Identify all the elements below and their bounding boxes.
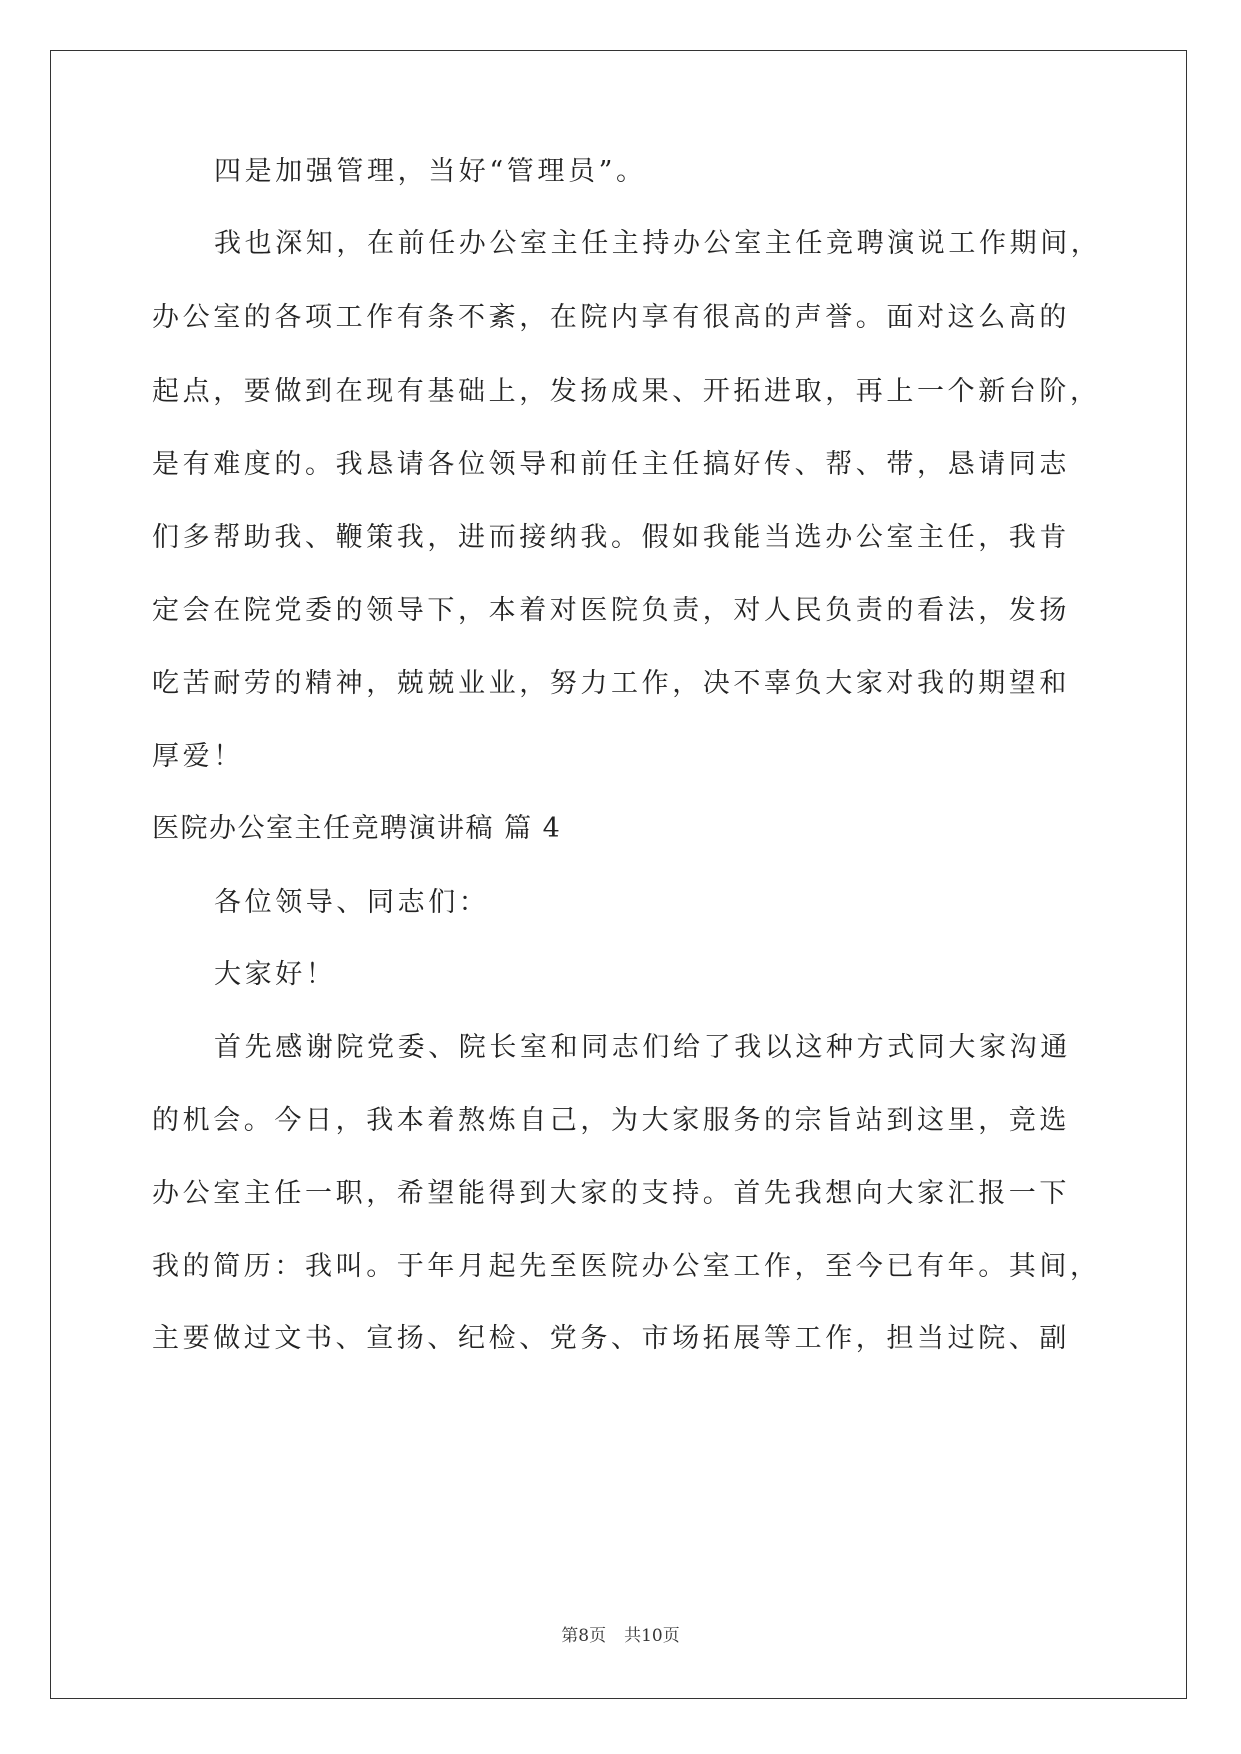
paragraph-line: 们多帮助我、鞭策我，进而接纳我。假如我能当选办公室主任，我肯: [152, 522, 1070, 553]
greeting-line: 大家好！: [214, 959, 337, 990]
paragraph-line: 我的简历：我叫。于年月起先至医院办公室工作，至今已有年。其间，: [152, 1251, 1101, 1282]
page-footer: [0, 1625, 1241, 1647]
total-page-count: 共10页: [624, 1626, 680, 1646]
section-heading: 医院办公室主任竞聘演讲稿 篇 4: [152, 813, 562, 844]
paragraph-line: 办公室主任一职，希望能得到大家的支持。首先我想向大家汇报一下: [152, 1178, 1070, 1209]
paragraph-line: 是有难度的。我恳请各位领导和前任主任搞好传、帮、带，恳请同志: [152, 449, 1070, 480]
paragraph-line: 的机会。今日，我本着熬炼自己，为大家服务的宗旨站到这里，竞选: [152, 1105, 1070, 1136]
page-border: [50, 50, 1187, 1699]
paragraph-line: 主要做过文书、宣扬、纪检、党务、市场拓展等工作，担当过院、副: [152, 1323, 1070, 1354]
paragraph-line: 定会在院党委的领导下，本着对医院负责，对人民负责的看法，发扬: [152, 595, 1070, 626]
current-page-number: 第8页: [561, 1626, 607, 1646]
paragraph-line: 吃苦耐劳的精神，兢兢业业，努力工作，决不辜负大家对我的期望和: [152, 668, 1070, 699]
paragraph-line: 首先感谢院党委、院长室和同志们给了我以这种方式同大家沟通: [214, 1032, 1071, 1063]
salutation-line: 各位领导、同志们：: [214, 887, 490, 918]
paragraph-line: 四是加强管理，当好“管理员”。: [214, 156, 647, 187]
paragraph-line: 我也深知，在前任办公室主任主持办公室主任竞聘演说工作期间，: [214, 228, 1102, 259]
paragraph-line: 起点，要做到在现有基础上，发扬成果、开拓进取，再上一个新台阶，: [152, 376, 1101, 407]
paragraph-line: 厚爱！: [152, 741, 244, 772]
paragraph-line: 办公室的各项工作有条不紊，在院内享有很高的声誉。面对这么高的: [152, 302, 1070, 333]
